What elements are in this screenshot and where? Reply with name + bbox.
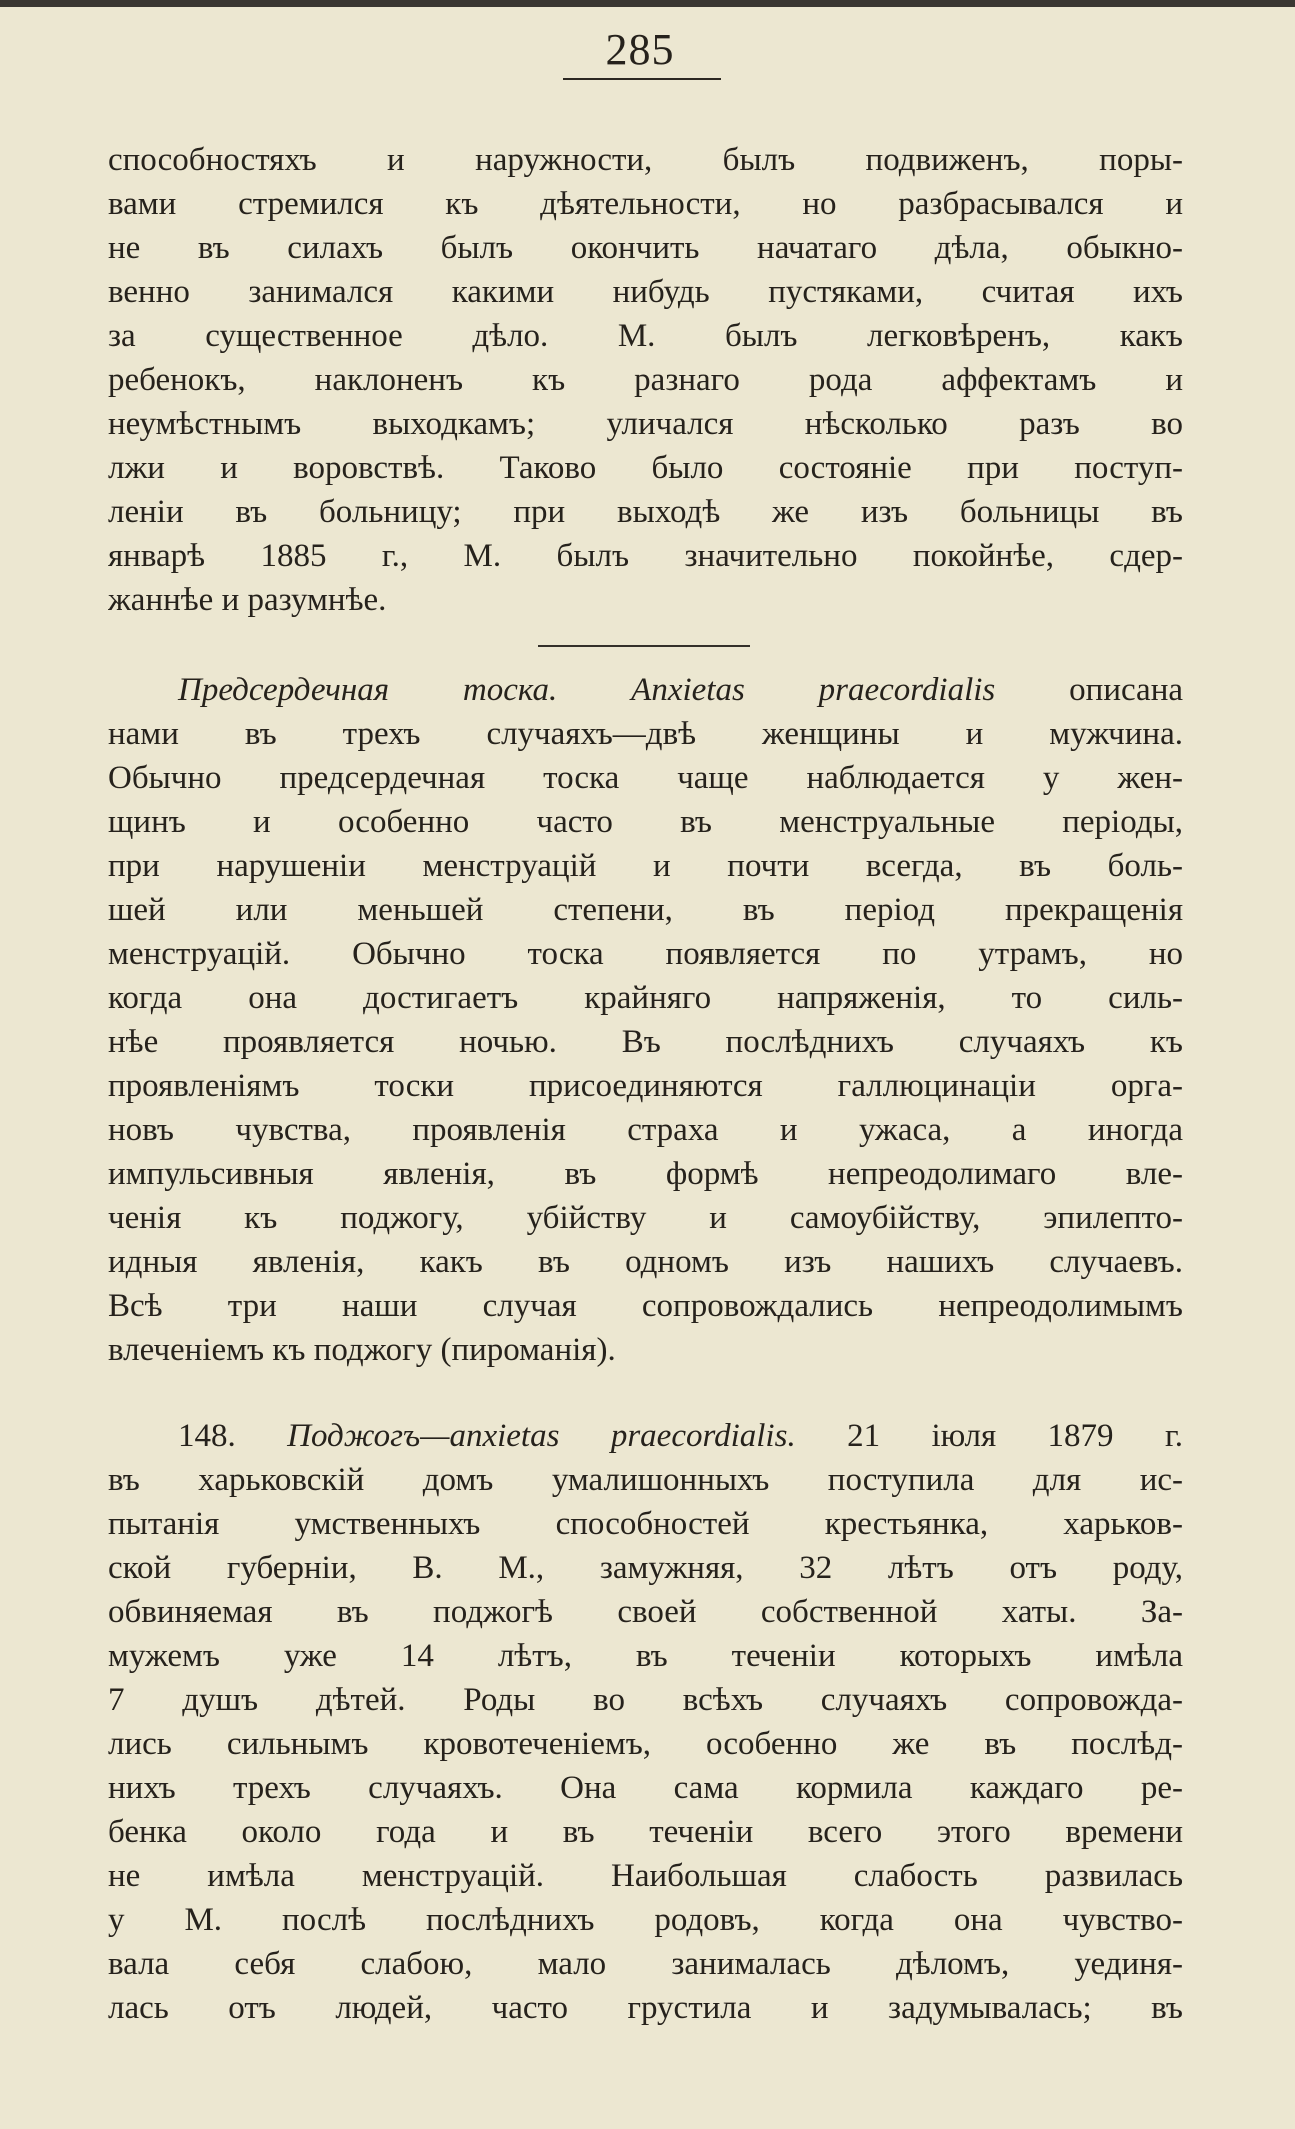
- text-line: ребенокъ, наклоненъ къ разнаго рода аффектамъ и: [108, 362, 1183, 398]
- text-line: у М. послѣ послѣднихъ родовъ, когда она чувство-: [108, 1902, 1183, 1938]
- text-line: лась отъ людей, часто грустила и задумывалась; въ: [108, 1990, 1183, 2026]
- text-line: нѣе проявляется ночью. Въ послѣднихъ случаяхъ къ: [108, 1024, 1183, 1060]
- text-line: неумѣстнымъ выходкамъ; уличался нѣсколько разъ во: [108, 406, 1183, 442]
- paragraph-continuation: [108, 138, 1183, 622]
- case-date: 21 іюля 1879 г.: [847, 1418, 1183, 1454]
- section-heading-line: [108, 668, 1183, 712]
- case-148: [108, 1414, 1183, 2030]
- text-line: бенка около года и въ теченіи всего этого времени: [108, 1814, 1183, 1850]
- text-line: проявленіямъ тоски присоединяются галлюцинаціи орга-: [108, 1068, 1183, 1104]
- text-line: идныя явленія, какъ въ одномъ изъ нашихъ случаевъ.: [108, 1244, 1183, 1280]
- text-line: ченія къ поджогу, убійству и самоубійству, эпилепто-: [108, 1200, 1183, 1236]
- text-line: лжи и воровствѣ. Таково было состояніе при поступ-: [108, 450, 1183, 486]
- text-line: нами въ трехъ случаяхъ—двѣ женщины и мужчина.: [108, 716, 1183, 752]
- case-heading-line: [108, 1414, 1183, 1458]
- text-line: импульсивныя явленія, въ формѣ непреодолимаго вле-: [108, 1156, 1183, 1192]
- text-line: нихъ трехъ случаяхъ. Она сама кормила каждаго ре-: [108, 1770, 1183, 1806]
- heading-line-text: описана: [1069, 672, 1183, 708]
- text-line: январѣ 1885 г., М. былъ значительно покойнѣе, сдер-: [108, 538, 1183, 574]
- page-number: 285: [605, 25, 675, 74]
- section-heading-ru: Предсердечная тоска.: [178, 672, 558, 708]
- text-line: за существенное дѣло. М. былъ легковѣренъ, какъ: [108, 318, 1183, 354]
- text-line: влеченіемъ къ поджогу (пироманія).: [108, 1332, 616, 1368]
- text-line: жаннѣе и разумнѣе.: [108, 582, 387, 618]
- section-heading-latin: Anxietas praecordialis: [631, 672, 996, 708]
- text-line: способностяхъ и наружности, былъ подвиженъ, поры-: [108, 142, 1183, 178]
- text-line: щинъ и особенно часто въ менструальные періоды,: [108, 804, 1183, 840]
- text-line: мужемъ уже 14 лѣтъ, въ теченіи которыхъ имѣла: [108, 1638, 1183, 1674]
- text-line: шей или меньшей степени, въ період прекращенія: [108, 892, 1183, 928]
- text-line: въ харьковскій домъ умалишонныхъ поступила для ис-: [108, 1462, 1183, 1498]
- page-number-underline: [563, 78, 721, 80]
- text-line: когда она достигаетъ крайняго напряженія, то силь-: [108, 980, 1183, 1016]
- text-line: при нарушеніи менструацій и почти всегда, въ боль-: [108, 848, 1183, 884]
- text-line: лись сильнымъ кровотеченіемъ, особенно же въ послѣд-: [108, 1726, 1183, 1762]
- text-line: менструацій. Обычно тоска появляется по утрамъ, но: [108, 936, 1183, 972]
- case-number: 148.: [178, 1418, 236, 1454]
- text-line: пытанія умственныхъ способностей крестьянка, харьков-: [108, 1506, 1183, 1542]
- text-line: венно занимался какими нибудь пустяками, считая ихъ: [108, 274, 1183, 310]
- text-line: Обычно предсердечная тоска чаще наблюдается у жен-: [108, 760, 1183, 796]
- text-line: вала себя слабою, мало занималась дѣломъ, уединя-: [108, 1946, 1183, 1982]
- page-top-edge: [0, 0, 1295, 7]
- text-line: Всѣ три наши случая сопровождались непреодолимымъ: [108, 1288, 1183, 1324]
- text-line: новъ чувства, проявленія страха и ужаса, а иногда: [108, 1112, 1183, 1148]
- section-anxietas: [108, 668, 1183, 1372]
- text-line: не въ силахъ былъ окончить начатаго дѣла, обыкно-: [108, 230, 1183, 266]
- text-line: вами стремился къ дѣятельности, но разбрасывался и: [108, 186, 1183, 222]
- text-line: 7 душъ дѣтей. Роды во всѣхъ случаяхъ сопровожда-: [108, 1682, 1183, 1718]
- section-divider: [538, 645, 750, 647]
- text-line: не имѣла менструацій. Наибольшая слабость развилась: [108, 1858, 1183, 1894]
- text-line: леніи въ больницу; при выходѣ же изъ больницы въ: [108, 494, 1183, 530]
- text-line: обвиняемая въ поджогѣ своей собственной хаты. За-: [108, 1594, 1183, 1630]
- text-line: ской губерніи, В. М., замужняя, 32 лѣтъ отъ роду,: [108, 1550, 1183, 1586]
- case-title: Поджогъ—anxietas praecordialis.: [287, 1418, 796, 1454]
